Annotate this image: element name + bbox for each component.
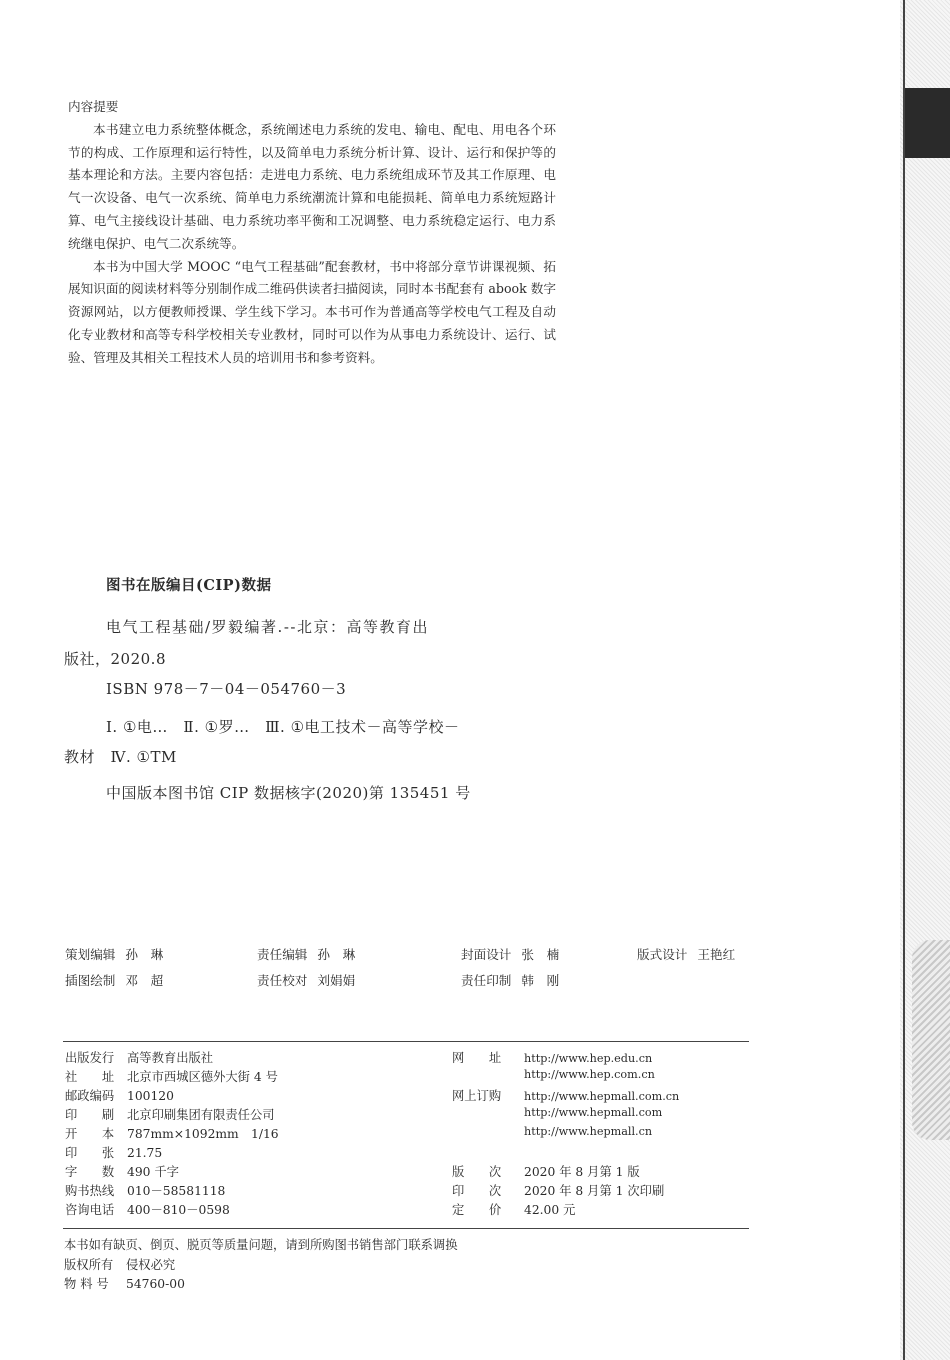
credit-printing-supervisor: 责任印制 韩 刚 (461, 973, 560, 988)
pub-online-order-3 (524, 1124, 652, 1138)
page-edge-dark-mark (905, 88, 950, 158)
pub-price: 定 价 42.00 元 (452, 1203, 576, 1217)
cip-title: 图书在版编目(CIP)数据 (106, 577, 272, 594)
pub-website-2 (524, 1067, 655, 1081)
divider-top (63, 1041, 749, 1042)
credit-layout-design: 版式设计 王艳红 (637, 947, 736, 962)
pub-hotline: 购书热线 010－58581118 (65, 1184, 226, 1198)
cip-line-classification-cont: 教材 Ⅳ. ①TM (64, 748, 177, 766)
credit-proofreading: 责任校对 刘娟娟 (257, 973, 356, 988)
pub-format: 开 本 787mm×1092mm 1/16 (65, 1127, 279, 1141)
copyright-notice: 版权所有 侵权必究 (64, 1257, 176, 1272)
page-edge-blotch (912, 940, 950, 1140)
page-edge-scan (900, 0, 950, 1360)
pub-online-order-2 (524, 1105, 662, 1119)
cip-line-classification: Ⅰ. ①电… Ⅱ. ①罗… Ⅲ. ①电工技术－高等学校－ (106, 718, 460, 736)
pub-printer: 印 刷 北京印刷集团有限责任公司 (65, 1108, 275, 1122)
order-link-2[interactable]: http://www.hepmall.com (524, 1106, 663, 1119)
pub-impression: 印 次 2020 年 8 月第 1 次印刷 (452, 1184, 665, 1198)
cip-line-verification: 中国版本图书馆 CIP 数据核字(2020)第 135451 号 (106, 784, 471, 802)
credit-planning-editor: 策划编辑 孙 琳 (65, 947, 164, 962)
pub-publisher: 出版发行 高等教育出版社 (65, 1051, 214, 1065)
cip-line-isbn: ISBN 978－7－04－054760－3 (106, 680, 347, 698)
footer-notes (64, 1236, 458, 1295)
divider-bottom (63, 1228, 749, 1229)
pub-online-order: 网上订购 http://www.hepmall.com.cn (452, 1089, 680, 1103)
cip-line-title: 电气工程基础/罗毅编著.--北京：高等教育出 (106, 618, 429, 636)
pub-sheets: 印 张 21.75 (65, 1146, 163, 1160)
content-summary (68, 96, 556, 370)
summary-paragraph-2: 本书为中国大学 MOOC “电气工程基础”配套教材，书中将部分章节讲课视频、拓展知识面的阅读材料等分别制作成二维码供读者扫描阅读，同时本书配套有 abook 数字资源网站，以方便教师授课、学生线下学习。本书可作为普通高等学校电气工程及自动化专业教材和高等专科学校相关专业教材，同时可以作为从事电力系统设计、运行、试验、管理及其相关工程技术人员的培训用书和参考资料。 (68, 258, 556, 365)
pub-postcode: 邮政编码 100120 (65, 1089, 174, 1103)
material-number: 物 料 号 54760-00 (64, 1277, 185, 1291)
credit-illustration: 插图绘制 邓 超 (65, 973, 164, 988)
defect-notice: 本书如有缺页、倒页、脱页等质量问题，请到所购图书销售部门联系调换 (64, 1238, 458, 1252)
pub-edition: 版 次 2020 年 8 月第 1 版 (452, 1165, 640, 1179)
website-link-2[interactable]: http://www.hep.com.cn (524, 1068, 655, 1081)
credit-responsible-editor: 责任编辑 孙 琳 (257, 947, 356, 962)
page-edge-line (903, 0, 905, 1360)
order-link-3[interactable]: http://www.hepmall.cn (524, 1125, 653, 1138)
credit-cover-design: 封面设计 张 楠 (461, 947, 560, 962)
pub-consult: 咨询电话 400－810－0598 (65, 1203, 230, 1217)
cip-line-publisher: 版社，2020.8 (64, 650, 166, 668)
pub-address: 社 址 北京市西城区德外大街 4 号 (65, 1070, 278, 1084)
summary-paragraph-1: 本书建立电力系统整体概念，系统阐述电力系统的发电、输电、配电、用电各个环节的构成、工作原理和运行特性，以及简单电力系统分析计算、设计、运行和保护等的基本理论和方法。主要内容包括：走进电力系统、电力系统组成环节及其工作原理、电气一次设备、电气一次系统、简单电力系统潮流计算和电能损耗、简单电力系统短路计算、电气主接线设计基础、电力系统功率平衡和工况调整、电力系统稳定运行、电力系统继电保护、电气二次系统等。 (68, 121, 556, 251)
pub-words: 字 数 490 千字 (65, 1165, 179, 1179)
order-link-1[interactable]: http://www.hepmall.com.cn (524, 1090, 680, 1103)
summary-heading: 内容提要 (68, 99, 119, 114)
website-link-1[interactable]: http://www.hep.edu.cn (524, 1052, 653, 1065)
pub-website: 网 址 http://www.hep.edu.cn (452, 1051, 653, 1065)
